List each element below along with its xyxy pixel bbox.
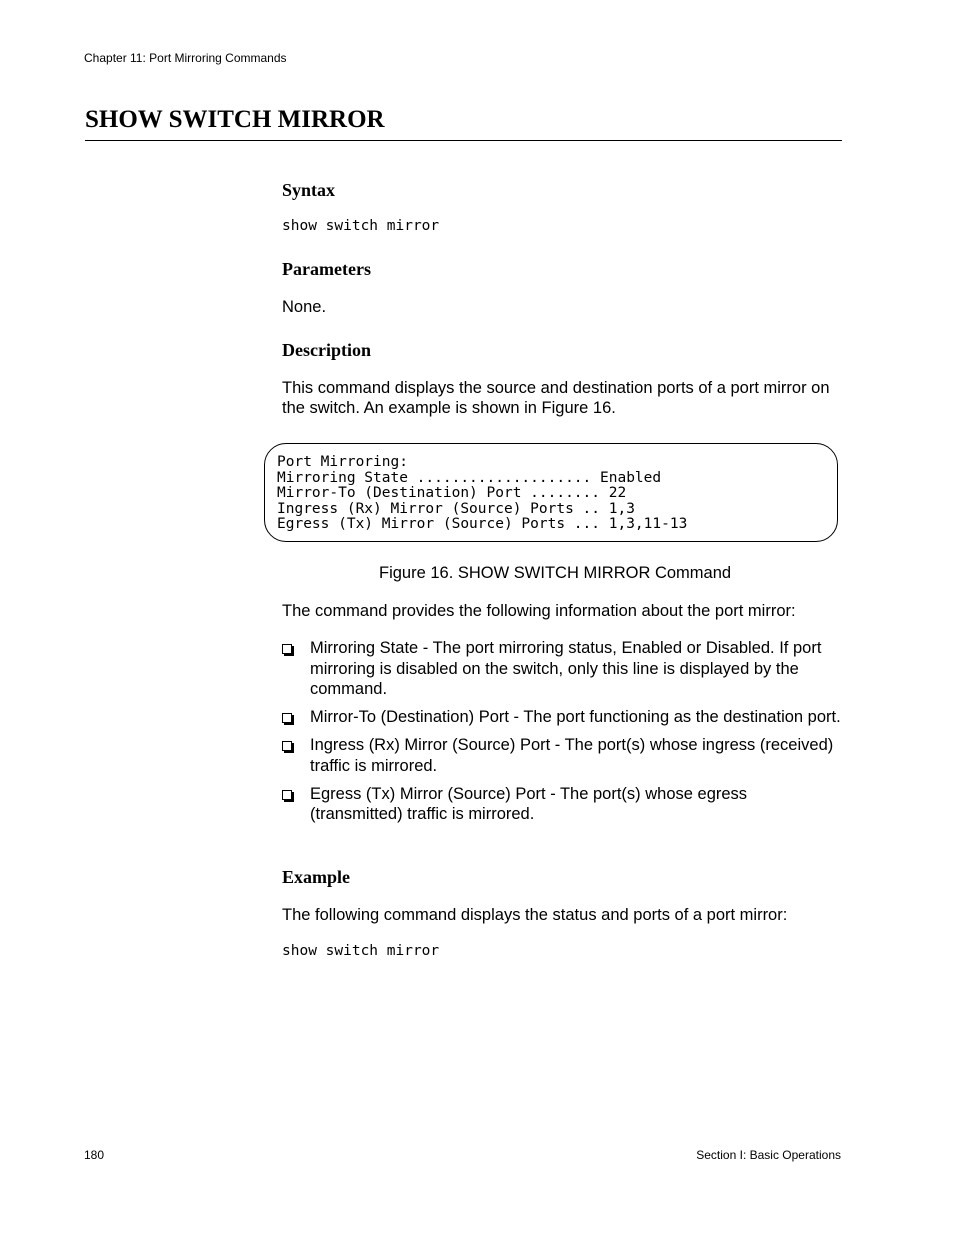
- checkbox-bullet-icon: [282, 790, 292, 800]
- checkbox-bullet-icon: [282, 713, 292, 723]
- list-item-text: Egress (Tx) Mirror (Source) Port - The port(s) whose egress (transmitted) traffic is mirrored.: [310, 784, 748, 823]
- checkbox-bullet-icon: [282, 644, 292, 654]
- list-item: [282, 784, 842, 825]
- syntax-command: show switch mirror: [282, 218, 440, 234]
- info-bullet-list: [282, 638, 842, 832]
- syntax-heading: Syntax: [282, 180, 336, 200]
- running-head: Chapter 11: Port Mirroring Commands: [84, 51, 287, 65]
- figure-caption: Figure 16. SHOW SWITCH MIRROR Command: [379, 564, 732, 582]
- list-item-text: Mirror-To (Destination) Port - The port functioning as the destination port.: [310, 708, 841, 726]
- list-item-text: Ingress (Rx) Mirror (Source) Port - The port(s) whose ingress (received) traffic is mirrored.: [310, 736, 834, 775]
- list-item: [282, 707, 842, 728]
- page-number: 180: [84, 1148, 105, 1162]
- parameters-heading: Parameters: [282, 259, 371, 279]
- example-text: The following command displays the status and ports of a port mirror:: [282, 906, 788, 924]
- example-heading: Example: [282, 867, 351, 887]
- parameters-text: None.: [282, 298, 327, 316]
- description-text: This command displays the source and destination ports of a port mirror on the switch. An example is shown in Figure 16.: [282, 379, 830, 417]
- list-item: [282, 638, 842, 700]
- footer-section: Section I: Basic Operations: [696, 1148, 841, 1162]
- title-rule: [85, 140, 842, 141]
- info-intro: The command provides the following information about the port mirror:: [282, 602, 796, 620]
- code-line: Mirror-To (Destination) Port ........ 22: [277, 485, 627, 501]
- list-item-text: Mirroring State - The port mirroring status, Enabled or Disabled. If port mirroring is disabled on the switch, only this line is displayed by the command.: [310, 639, 822, 698]
- code-line: Port Mirroring:: [277, 454, 408, 470]
- code-line: Mirroring State .................... Enabled: [277, 469, 662, 486]
- code-line: Ingress (Rx) Mirror (Source) Ports .. 1,3: [277, 500, 635, 517]
- description-heading: Description: [282, 340, 371, 360]
- checkbox-bullet-icon: [282, 741, 292, 751]
- example-command: show switch mirror: [282, 943, 440, 959]
- list-item: [282, 735, 842, 776]
- figure-code-block: [277, 455, 687, 533]
- code-line: Egress (Tx) Mirror (Source) Ports ... 1,3,11-13: [277, 516, 688, 532]
- page-title: SHOW SWITCH MIRROR: [85, 106, 385, 133]
